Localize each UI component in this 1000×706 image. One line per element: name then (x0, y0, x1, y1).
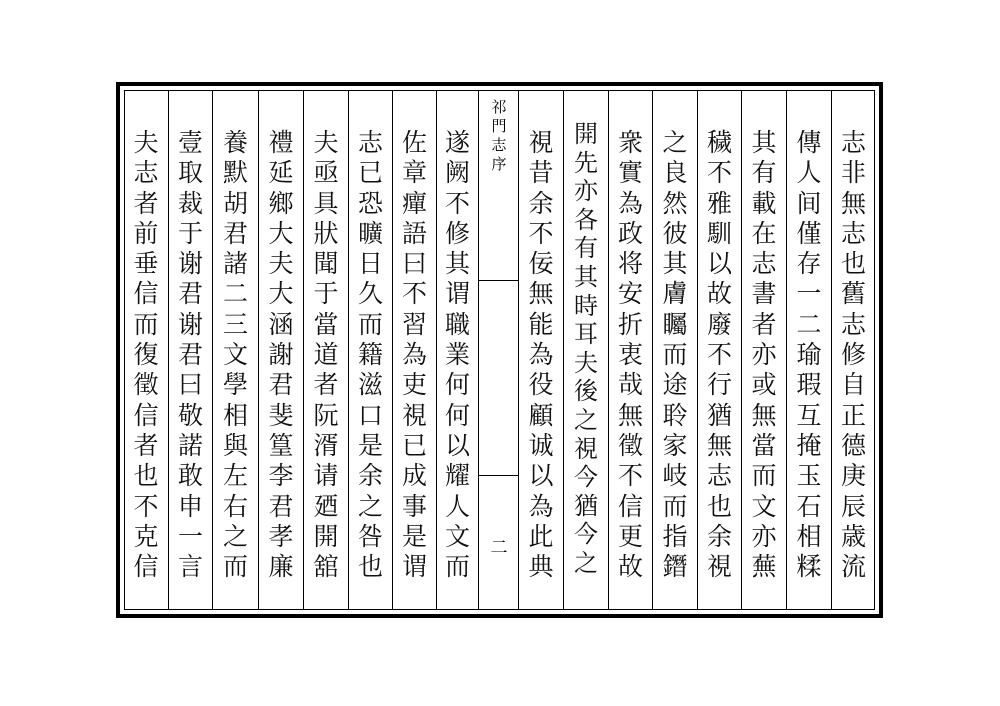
text-char: 不 (617, 461, 643, 491)
text-column (258, 90, 303, 610)
text-char: 谓 (444, 279, 470, 309)
text-char: 開 (313, 521, 339, 551)
text-char: 人 (444, 491, 470, 521)
text-char: 敢 (177, 461, 203, 491)
text-char: 以 (706, 249, 732, 279)
text-char: 已 (401, 430, 427, 460)
text-char: 志 (706, 461, 732, 491)
text-char: 志 (840, 218, 866, 248)
text-char: 折 (617, 309, 643, 339)
text-char: 時 (574, 291, 598, 320)
text-char: 一 (796, 279, 822, 309)
text-char: 曠 (357, 218, 383, 248)
text-char: 今 (574, 463, 598, 492)
text-char: 克 (133, 521, 159, 551)
text-char: 阙 (444, 158, 470, 188)
text-char: 谢 (177, 249, 203, 279)
text-char: 道 (313, 340, 339, 370)
text-char: 大 (268, 279, 294, 309)
text-char: 也 (840, 249, 866, 279)
text-char: 鄉 (268, 188, 294, 218)
text-column (741, 90, 786, 610)
text-char: 猶 (574, 491, 598, 520)
text-char: 者 (133, 188, 159, 218)
text-char: 良 (662, 158, 688, 188)
text-char: 途 (662, 370, 688, 400)
text-char: 相 (222, 400, 248, 430)
text-char: 各 (574, 205, 598, 234)
title-char: 門 (491, 117, 507, 135)
text-char: 彼 (662, 218, 688, 248)
text-char: 滋 (357, 370, 383, 400)
text-char: 谢 (177, 309, 203, 339)
text-char: 者 (133, 430, 159, 460)
text-char: 為 (528, 340, 554, 370)
text-char: 瑜 (796, 340, 822, 370)
text-char: 志 (840, 309, 866, 339)
text-char: 涵 (268, 309, 294, 339)
text-char: 開 (574, 120, 598, 148)
title-char: 祁 (491, 98, 507, 116)
text-char: 右 (222, 491, 248, 521)
text-char: 膚 (662, 279, 688, 309)
text-char: 更 (617, 521, 643, 551)
text-char: 視 (401, 400, 427, 430)
text-char: 安 (617, 279, 643, 309)
text-char: 于 (177, 218, 203, 248)
text-char: 僅 (796, 218, 822, 248)
text-column (831, 90, 875, 610)
text-char: 不 (706, 340, 732, 370)
text-char: 諾 (177, 430, 203, 460)
text-char: 章 (401, 158, 427, 188)
text-char: 信 (133, 279, 159, 309)
text-char: 實 (617, 158, 643, 188)
text-char: 行 (706, 370, 732, 400)
text-char: 正 (840, 400, 866, 430)
text-char: 其 (662, 249, 688, 279)
text-char: 雅 (706, 188, 732, 218)
center-rule-bottom (479, 475, 519, 476)
title-char: 志 (491, 136, 507, 154)
text-char: 或 (751, 370, 777, 400)
text-char: 典 (528, 552, 554, 582)
text-char: 糅 (796, 552, 822, 582)
text-char: 信 (133, 400, 159, 430)
text-char: 視 (528, 128, 554, 157)
text-char: 信 (133, 552, 159, 582)
text-column (348, 90, 392, 610)
text-column (124, 90, 168, 610)
text-char: 不 (444, 188, 470, 218)
title-char: 序 (491, 155, 507, 173)
text-char: 何 (444, 370, 470, 400)
text-column (212, 90, 258, 610)
text-column (608, 90, 652, 610)
text-char: 君 (268, 370, 294, 400)
text-char: 裁 (177, 188, 203, 218)
text-char: 猶 (706, 400, 732, 430)
text-char: 志 (751, 249, 777, 279)
text-char: 三 (222, 309, 248, 339)
text-char: 何 (444, 400, 470, 430)
text-char: 謝 (268, 340, 294, 370)
text-char: 聆 (662, 400, 688, 430)
text-char: 而 (357, 309, 383, 339)
text-char: 政 (617, 218, 643, 248)
text-char: 職 (444, 309, 470, 339)
text-char: 夫 (268, 249, 294, 279)
text-char: 掩 (796, 430, 822, 460)
text-char: 余 (357, 461, 383, 491)
text-char: 而 (751, 461, 777, 491)
text-char: 在 (751, 218, 777, 248)
text-char: 于 (313, 279, 339, 309)
text-column (563, 90, 608, 610)
text-char: 也 (133, 461, 159, 491)
text-char: 湑 (313, 430, 339, 460)
text-char: 默 (222, 158, 248, 188)
text-char: 習 (401, 309, 427, 339)
text-char: 矚 (662, 309, 688, 339)
text-char: 君 (177, 340, 203, 370)
text-char: 為 (617, 188, 643, 218)
text-char: 此 (528, 521, 554, 551)
text-char: 有 (751, 158, 777, 188)
text-column (786, 90, 831, 610)
text-char: 夫 (313, 128, 339, 157)
text-char: 君 (222, 218, 248, 248)
text-char: 遂 (444, 128, 470, 157)
text-char: 禮 (268, 128, 294, 157)
text-char: 以 (444, 430, 470, 460)
text-char: 吏 (401, 370, 427, 400)
text-char: 後 (574, 377, 598, 406)
text-char: 口 (357, 400, 383, 430)
text-char: 佐 (401, 128, 427, 157)
text-char: 久 (357, 279, 383, 309)
text-char: 君 (268, 491, 294, 521)
text-char: 無 (528, 279, 554, 309)
text-char: 之 (662, 128, 688, 157)
text-char: 傳 (796, 128, 822, 157)
text-column (168, 90, 212, 610)
text-char: 是 (401, 521, 427, 551)
text-char: 曰 (177, 370, 203, 400)
text-char: 狀 (313, 218, 339, 248)
text-char: 谓 (401, 552, 427, 582)
text-char: 敬 (177, 400, 203, 430)
text-char: 廼 (313, 491, 339, 521)
text-char: 衆 (617, 128, 643, 157)
text-char: 孝 (268, 521, 294, 551)
text-char: 修 (444, 218, 470, 248)
text-char: 耳 (574, 320, 598, 349)
text-char: 流 (840, 552, 866, 582)
text-char: 昔 (528, 158, 554, 188)
text-char: 語 (401, 218, 427, 248)
text-column (697, 90, 741, 610)
text-char: 是 (357, 430, 383, 460)
text-char: 修 (840, 340, 866, 370)
text-char: 志 (357, 128, 383, 157)
text-char: 其 (574, 262, 598, 291)
text-char: 歳 (840, 521, 866, 551)
text-char: 李 (268, 461, 294, 491)
text-char: 也 (357, 552, 383, 582)
text-char: 志 (133, 158, 159, 188)
text-char: 者 (751, 309, 777, 339)
text-char: 言 (177, 552, 203, 582)
text-char: 書 (751, 279, 777, 309)
text-column (436, 90, 478, 610)
text-char: 岐 (662, 461, 688, 491)
book-title (479, 98, 519, 174)
text-char: 人 (796, 158, 822, 188)
text-char: 當 (313, 309, 339, 339)
text-char: 前 (133, 218, 159, 248)
text-char: 自 (840, 370, 866, 400)
text-char: 庚 (840, 461, 866, 491)
text-char: 有 (574, 234, 598, 263)
text-char: 徵 (133, 370, 159, 400)
text-char: 不 (528, 218, 554, 248)
text-char: 無 (751, 400, 777, 430)
text-char: 二 (796, 309, 822, 339)
text-char: 耀 (444, 461, 470, 491)
text-char: 恐 (357, 188, 383, 218)
text-char: 胡 (222, 188, 248, 218)
text-char: 互 (796, 400, 822, 430)
text-char: 不 (706, 158, 732, 188)
text-char: 篁 (268, 430, 294, 460)
text-char: 為 (528, 491, 554, 521)
text-char: 亟 (313, 158, 339, 188)
text-char: 與 (222, 430, 248, 460)
text-char: 馴 (706, 218, 732, 248)
text-char: 成 (401, 461, 427, 491)
text-char: 玉 (796, 461, 822, 491)
text-char: 鐕 (662, 552, 688, 582)
text-char: 亦 (574, 177, 598, 206)
text-char: 壹 (177, 128, 203, 157)
text-char: 不 (133, 491, 159, 521)
text-char: 夫 (133, 128, 159, 157)
text-char: 左 (222, 461, 248, 491)
text-char: 日 (357, 249, 383, 279)
text-char: 一 (177, 521, 203, 551)
text-char: 曰 (401, 249, 427, 279)
text-char: 而 (222, 552, 248, 582)
text-char: 二 (222, 279, 248, 309)
text-char: 君 (177, 279, 203, 309)
text-char: 间 (796, 188, 822, 218)
text-char: 業 (444, 340, 470, 370)
text-column (303, 90, 348, 610)
text-char: 者 (313, 370, 339, 400)
text-char: 德 (840, 430, 866, 460)
text-char: 指 (662, 521, 688, 551)
text-char: 聞 (313, 249, 339, 279)
text-char: 不 (401, 279, 427, 309)
text-char: 然 (662, 188, 688, 218)
text-char: 復 (133, 340, 159, 370)
text-char: 请 (313, 461, 339, 491)
text-char: 而 (662, 340, 688, 370)
text-char: 垂 (133, 249, 159, 279)
text-char: 信 (617, 491, 643, 521)
text-char: 之 (222, 521, 248, 551)
text-char: 文 (222, 340, 248, 370)
text-char: 文 (751, 491, 777, 521)
text-char: 為 (401, 340, 427, 370)
text-char: 以 (528, 461, 554, 491)
center-rule-top (479, 280, 519, 281)
text-char: 役 (528, 370, 554, 400)
text-char: 故 (617, 552, 643, 582)
text-char: 之 (574, 405, 598, 434)
text-char: 事 (401, 491, 427, 521)
text-char: 亦 (751, 521, 777, 551)
text-char: 當 (751, 430, 777, 460)
text-char: 诚 (528, 430, 554, 460)
text-char: 徵 (617, 430, 643, 460)
text-char: 阮 (313, 400, 339, 430)
text-char: 申 (177, 491, 203, 521)
text-char: 籍 (357, 340, 383, 370)
text-char: 之 (357, 491, 383, 521)
text-char: 延 (268, 158, 294, 188)
text-char: 亦 (751, 340, 777, 370)
text-char: 也 (706, 491, 732, 521)
text-char: 無 (840, 188, 866, 218)
text-char: 廢 (706, 309, 732, 339)
text-char: 先 (574, 148, 598, 177)
text-char: 家 (662, 430, 688, 460)
text-char: 廉 (268, 552, 294, 582)
text-char: 諸 (222, 249, 248, 279)
text-char: 将 (617, 249, 643, 279)
text-char: 其 (444, 249, 470, 279)
text-char: 文 (444, 521, 470, 551)
text-char: 衷 (617, 340, 643, 370)
text-char: 之 (574, 548, 598, 577)
text-char: 視 (574, 434, 598, 463)
text-char: 斐 (268, 400, 294, 430)
text-char: 取 (177, 158, 203, 188)
text-char: 而 (444, 552, 470, 582)
text-char: 顧 (528, 400, 554, 430)
text-column (518, 90, 563, 610)
text-char: 大 (268, 218, 294, 248)
text-char: 舊 (840, 279, 866, 309)
text-char: 癉 (401, 188, 427, 218)
text-column (652, 90, 697, 610)
text-char: 存 (796, 249, 822, 279)
text-char: 學 (222, 370, 248, 400)
text-char: 相 (796, 521, 822, 551)
text-char: 具 (313, 188, 339, 218)
text-char: 而 (133, 309, 159, 339)
text-char: 志 (840, 128, 866, 157)
text-char: 載 (751, 188, 777, 218)
text-char: 佞 (528, 249, 554, 279)
text-char: 余 (706, 521, 732, 551)
text-char: 故 (706, 279, 732, 309)
text-char: 辰 (840, 491, 866, 521)
text-char: 無 (617, 400, 643, 430)
text-char: 無 (706, 430, 732, 460)
text-char: 能 (528, 309, 554, 339)
text-char: 養 (222, 128, 248, 157)
text-char: 夫 (574, 348, 598, 377)
text-char: 非 (840, 158, 866, 188)
text-char: 咎 (357, 521, 383, 551)
text-char: 石 (796, 491, 822, 521)
text-char: 視 (706, 552, 732, 582)
text-char: 今 (574, 520, 598, 549)
center-fold-column (478, 90, 518, 610)
text-char: 穢 (706, 128, 732, 157)
text-char: 瑕 (796, 370, 822, 400)
text-char: 已 (357, 158, 383, 188)
text-column (392, 90, 436, 610)
text-char: 而 (662, 491, 688, 521)
text-char: 哉 (617, 370, 643, 400)
page-number: 二 (490, 538, 508, 558)
text-char: 余 (528, 188, 554, 218)
text-char: 舘 (313, 552, 339, 582)
text-char: 其 (751, 128, 777, 157)
text-char: 蕪 (751, 552, 777, 582)
